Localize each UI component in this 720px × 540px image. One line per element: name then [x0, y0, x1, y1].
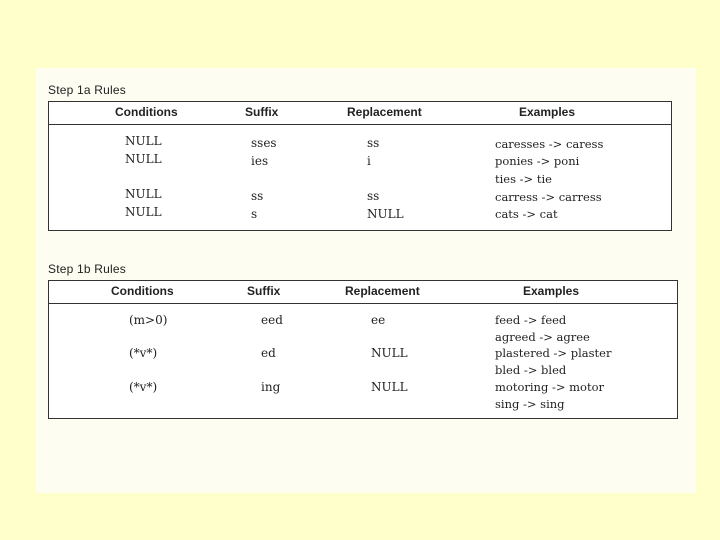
step1a-row2-suffix: ies	[251, 154, 269, 168]
step1b-row3-suffix: ing	[261, 380, 281, 394]
step1b-header-conditions: Conditions	[111, 284, 174, 298]
step1a-row2-replacement: i	[367, 154, 371, 168]
step1a-row4-example: cats -> cat	[495, 207, 558, 221]
step1a-row3-example: carress -> carress	[495, 190, 602, 204]
step1a-header-suffix: Suffix	[245, 105, 279, 119]
step1a-header-examples: Examples	[519, 105, 576, 119]
step1b-row2-example-1: plastered -> plaster	[495, 346, 612, 360]
step1a-row2-condition: NULL	[125, 152, 162, 166]
step1b-row3-example-2: sing -> sing	[495, 397, 565, 411]
step1b-row3-condition: (*v*)	[129, 380, 158, 394]
step1b-row1-replacement: ee	[371, 313, 386, 327]
step1a-row3-replacement: ss	[367, 189, 380, 203]
step1a-row4-condition: NULL	[125, 205, 162, 219]
step1b-header-row	[49, 281, 677, 304]
step1b-row3-example-1: motoring -> motor	[495, 380, 605, 394]
step1b-row1-suffix: eed	[261, 313, 283, 327]
step1b-header-replacement: Replacement	[345, 284, 420, 298]
step1a-row4-suffix: s	[251, 207, 258, 221]
step1a-header-conditions: Conditions	[115, 105, 178, 119]
step1b-table	[48, 280, 678, 419]
step1b-row1-example-2: agreed -> agree	[495, 330, 590, 344]
step1b-row2-example-2: bled -> bled	[495, 363, 567, 377]
step1a-row4-replacement: NULL	[367, 207, 404, 221]
step1b-row3-replacement: NULL	[371, 380, 408, 394]
step1a-table	[48, 101, 672, 231]
step1a-row3-suffix: ss	[251, 189, 264, 203]
step1b-row2-suffix: ed	[261, 346, 276, 360]
step1b-header-suffix: Suffix	[247, 284, 281, 298]
step1a-row1-condition: NULL	[125, 134, 162, 148]
step1a-row1-suffix: sses	[251, 136, 277, 150]
step1b-header-examples: Examples	[523, 284, 580, 298]
step1a-row1-replacement: ss	[367, 136, 380, 150]
step1b-title: Step 1b Rules	[48, 262, 126, 276]
step1b-row1-example-1: feed -> feed	[495, 313, 567, 327]
step1a-row1-example: caresses -> caress	[495, 137, 604, 151]
step1a-header-row	[49, 102, 671, 125]
step1a-row2-example-1: ponies -> poni	[495, 154, 580, 168]
step1a-title: Step 1a Rules	[48, 83, 126, 97]
step1b-row1-condition: (m>0)	[129, 313, 168, 327]
step1b-row2-condition: (*v*)	[129, 346, 158, 360]
step1a-row2-example-2: ties -> tie	[495, 172, 552, 186]
step1a-row3-condition: NULL	[125, 187, 162, 201]
step1a-header-replacement: Replacement	[347, 105, 422, 119]
step1b-row2-replacement: NULL	[371, 346, 408, 360]
